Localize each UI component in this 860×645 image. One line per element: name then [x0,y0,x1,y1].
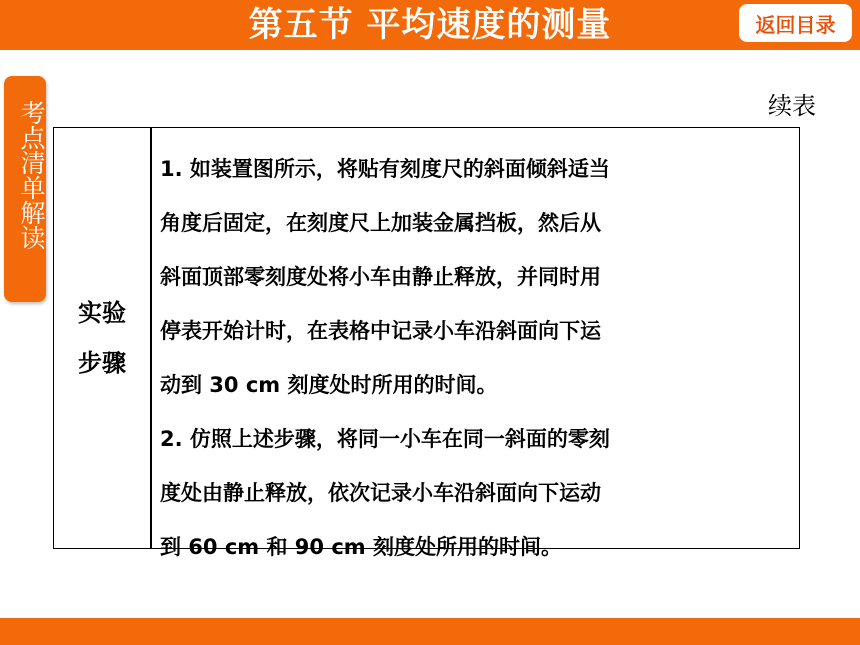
side-tab-key-points[interactable] [4,76,46,302]
procedure-line: 到 60 cm 和 90 cm 刻度处所用的时间。 [160,535,562,559]
procedure-line: 度处由静止释放，依次记录小车沿斜面向下运动 [160,481,601,505]
procedure-line: 角度后固定，在刻度尺上加装金属挡板，然后从 [160,211,601,235]
procedure-line: 2. 仿照上述步骤，将同一小车在同一斜面的零刻 [160,427,610,451]
procedure-line: 斜面顶部零刻度处将小车由静止释放，并同时用 [160,265,601,289]
continued-table-label: 续表 [768,92,816,120]
back-to-contents-button[interactable]: 返回目录 [739,4,852,42]
procedure-line: 停表开始计时，在表格中记录小车沿斜面向下运 [160,319,601,343]
page-title: 第五节 平均速度的测量 [248,5,612,45]
side-tab-label: 考点清单解读 [17,100,46,250]
procedure-line: 1. 如装置图所示，将贴有刻度尺的斜面倾斜适当 [160,157,610,181]
row-header-cell [54,127,150,549]
procedure-text-cell [160,142,785,574]
procedure-line: 动到 30 cm 刻度处时所用的时间。 [160,373,498,397]
row-header-line: 步骤 [78,349,126,377]
table-column-divider [150,127,152,549]
footer-bar [0,618,860,645]
row-header-line: 实验 [78,299,126,327]
